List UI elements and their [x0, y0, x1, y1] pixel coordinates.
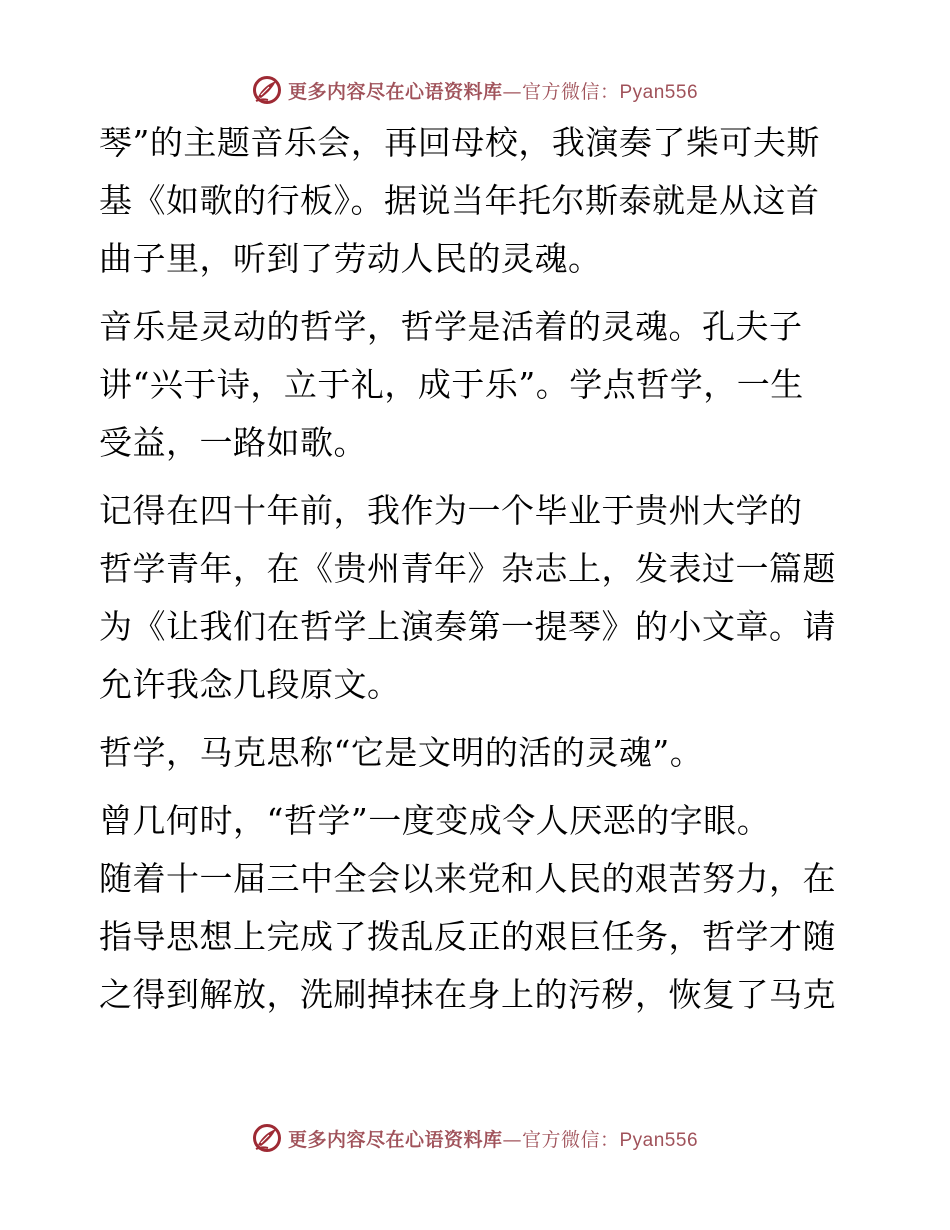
text-line: 之得到解放，洗刷掉抹在身上的污秽，恢复了马克 — [99, 975, 836, 1014]
pen-nib-logo-icon — [252, 75, 282, 105]
text-line: 曾几何时，“哲学”一度变成令人厌恶的字眼。 — [99, 801, 771, 840]
text-line: 随着十一届三中全会以来党和人民的艰苦努力，在 — [99, 859, 836, 898]
footer-wechat-id: Pyan556 — [619, 1129, 699, 1151]
paragraph — [99, 724, 859, 782]
text-line: 哲学青年，在《贵州青年》杂志上，发表过一篇题 — [99, 549, 836, 588]
text-line: 讲“兴于诗，立于礼，成于乐”。学点哲学，一生 — [99, 365, 804, 404]
text-line: 琴”的主题音乐会，再回母校，我演奏了柴可夫斯 — [99, 123, 820, 162]
body-text — [99, 114, 859, 1034]
text-line: 指导思想上完成了拨乱反正的艰巨任务，哲学才随 — [99, 917, 836, 956]
text-line: 音乐是灵动的哲学，哲学是活着的灵魂。孔夫子 — [99, 307, 803, 346]
paragraph — [99, 482, 859, 714]
text-line: 曲子里，听到了劳动人民的灵魂。 — [99, 239, 602, 278]
text-line: 允许我念几段原文。 — [99, 665, 401, 704]
footer-text — [288, 1125, 698, 1152]
paragraph — [99, 114, 859, 288]
header-official-label: 官方微信： — [521, 80, 620, 103]
pen-nib-logo-icon — [252, 1123, 282, 1153]
text-line: 记得在四十年前，我作为一个毕业于贵州大学的 — [99, 491, 803, 530]
text-line: 基《如歌的行板》。据说当年托尔斯泰就是从这首 — [99, 181, 820, 220]
text-line: 为《让我们在哲学上演奏第一提琴》的小文章。请 — [99, 607, 836, 646]
text-line: 哲学，马克思称“它是文明的活的灵魂”。 — [99, 733, 704, 772]
text-line: 受益，一路如歌。 — [99, 423, 367, 462]
header-text — [288, 77, 698, 104]
paragraph — [99, 792, 859, 1024]
paragraph — [99, 298, 859, 472]
header-brand: 更多内容尽在心语资料库 — [287, 80, 503, 103]
footer-official-label: 官方微信： — [521, 1128, 620, 1151]
header-dash: — — [502, 80, 522, 103]
footer-dash: — — [502, 1128, 522, 1151]
footer-brand: 更多内容尽在心语资料库 — [287, 1128, 503, 1151]
header-banner — [0, 70, 950, 110]
footer-banner — [0, 1118, 950, 1158]
header-wechat-id: Pyan556 — [619, 81, 699, 103]
